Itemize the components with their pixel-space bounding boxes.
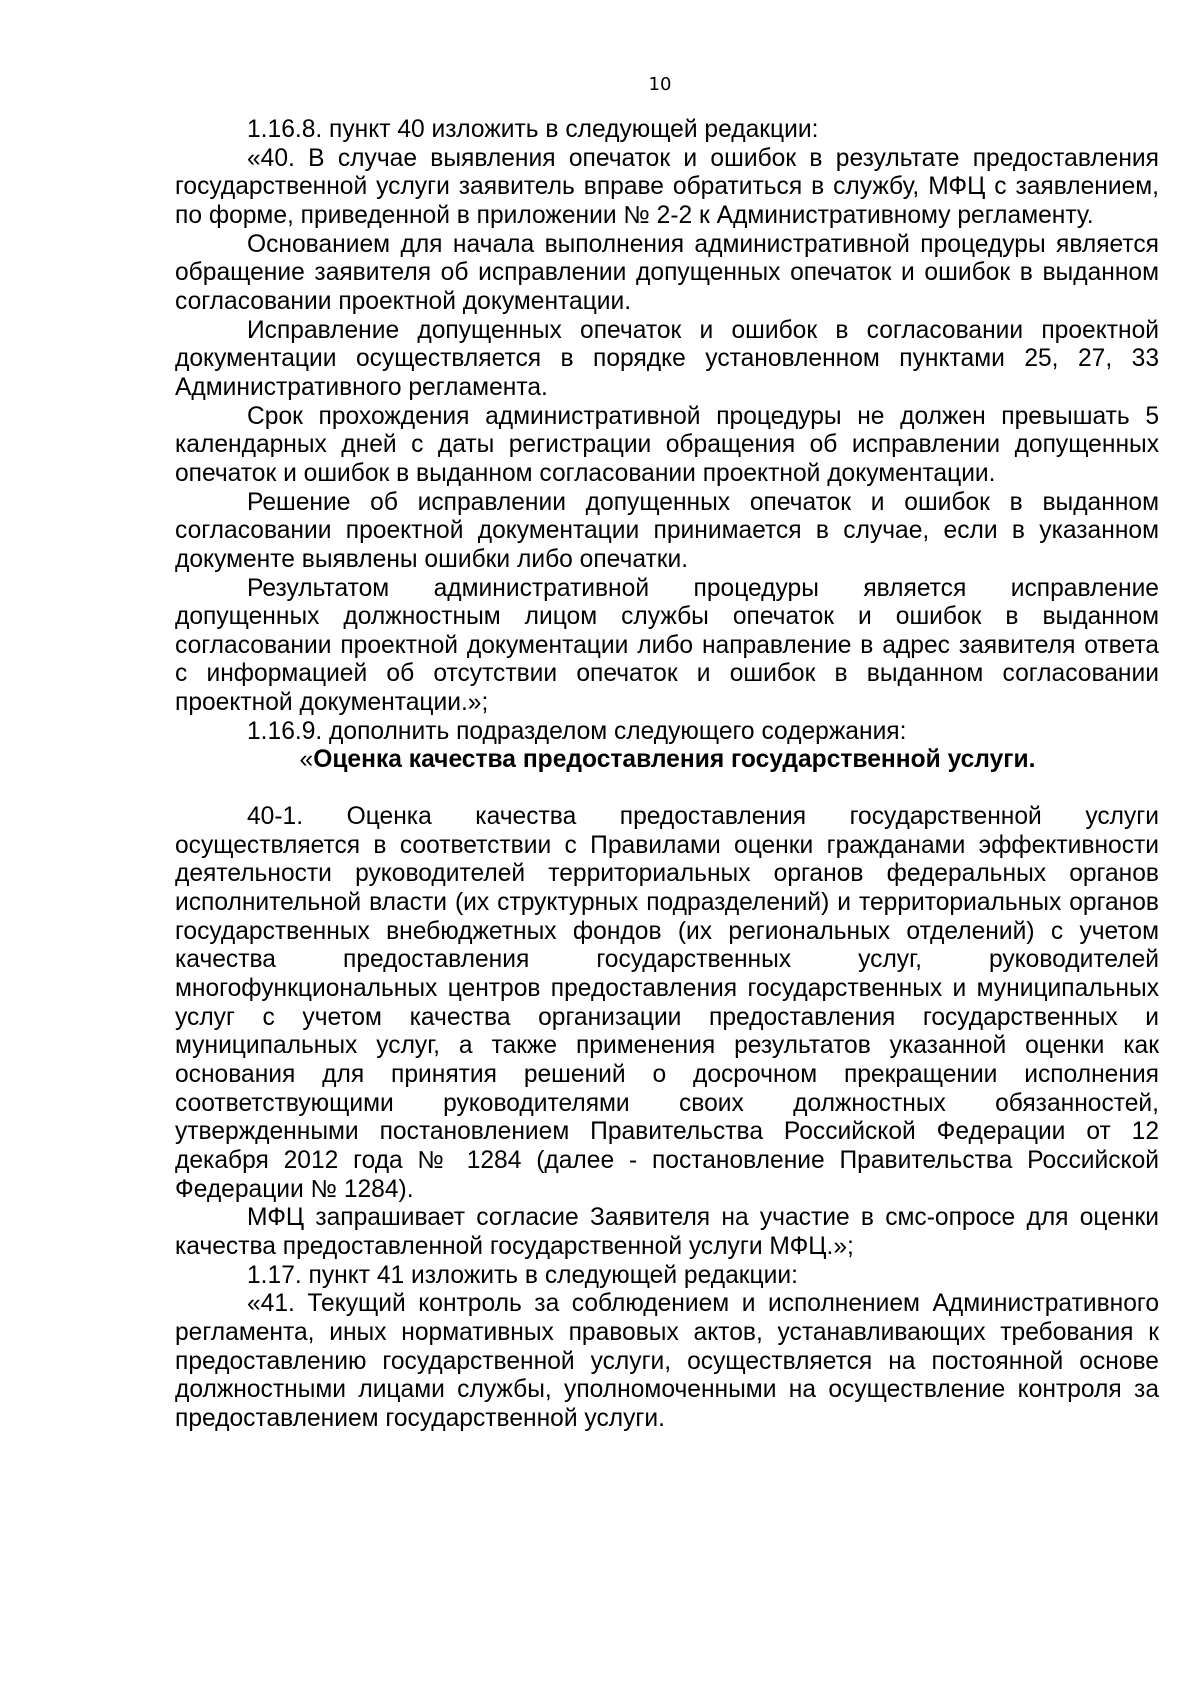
heading-text: Оценка качества предоставления государственной услуги. [313, 746, 1036, 774]
paragraph-decision: Решение об исправлении допущенных опечаток и ошибок в выданном согласовании проектной документации принимается в случае, если в указанном документе выявлены ошибки либо опечатки. [175, 488, 1159, 573]
paragraph-40: «40. В случае выявления опечаток и ошибок в результате предоставления государственной услуги заявитель вправе обратиться в службу, МФЦ с заявлением, по форме, приведенной в приложении № 2-2 к Административному регламенту. [175, 144, 1159, 229]
heading-quote: « [299, 746, 314, 774]
paragraph-40-1: 40-1. Оценка качества предоставления государственной услуги осуществляется в соответствии с Правилами оценки гражданами эффективности деятельности руководителей территориальных органов федеральных органов исполнительной власти (их структурных подразделений) и территориальных органов государственных внебюджетных фондов (их региональных отделений) с учетом качества предоставления государственных услуг, руководителей многофункциональных центров предоставления государственных и муниципальных услуг с учетом качества организации предоставления государственных и муниципальных услуг, а также применения результатов указанной оценки как основания для принятия решений о досрочном прекращении исполнения соответствующими руководителями своих должностных обязанностей, утвержденными постановлением Правительства Российской Федерации от 12 декабря 2012 года № 1284 (далее - постановление Правительства Российской Федерации № 1284). [175, 803, 1159, 1203]
paragraph-41: «41. Текущий контроль за соблюдением и исполнением Административного регламента, иных нормативных правовых актов, устанавливающих требования к предоставлению государственной услуги, осуществляется на постоянной основе должностными лицами службы, уполномоченными на осуществление контроля за предоставлением государственной услуги. [175, 1290, 1159, 1432]
paragraph-1-17: 1.17. пункт 41 изложить в следующей редакции: [247, 1261, 798, 1289]
paragraph-deadline: Срок прохождения административной процедуры не должен превышать 5 календарных дней с даты регистрации обращения об исправлении допущенных опечаток и ошибок в выданном согласовании проектной документации. [175, 402, 1159, 487]
document-body [175, 116, 1159, 1434]
page-number: 10 [648, 74, 672, 95]
section-heading [175, 746, 1159, 775]
blank-line [175, 775, 1159, 803]
paragraph-basis: Основанием для начала выполнения административной процедуры является обращение заявителя об исправлении допущенных опечаток и ошибок в выданном согласовании проектной документации. [175, 230, 1159, 315]
paragraph-1-16-8: 1.16.8. пункт 40 изложить в следующей редакции: [247, 116, 819, 143]
paragraph-result: Результатом административной процедуры является исправление допущенных должностным лицом службы опечаток и ошибок в выданном согласовании проектной документации либо направление в адрес заявителя ответа с информацией об отсутствии опечаток и ошибок в выданном согласовании проектной документации.»; [175, 574, 1159, 717]
paragraph-1-16-9: 1.16.9. дополнить подразделом следующего содержания: [247, 717, 907, 745]
paragraph-mfc-survey: МФЦ запрашивает согласие Заявителя на участие в смс-опросе для оценки качества предоставленной государственной услуги МФЦ.»; [175, 1204, 1159, 1260]
paragraph-correction: Исправление допущенных опечаток и ошибок в согласовании проектной документации осуществляется в порядке установленном пунктами 25, 27, 33 Административного регламента. [175, 316, 1159, 401]
